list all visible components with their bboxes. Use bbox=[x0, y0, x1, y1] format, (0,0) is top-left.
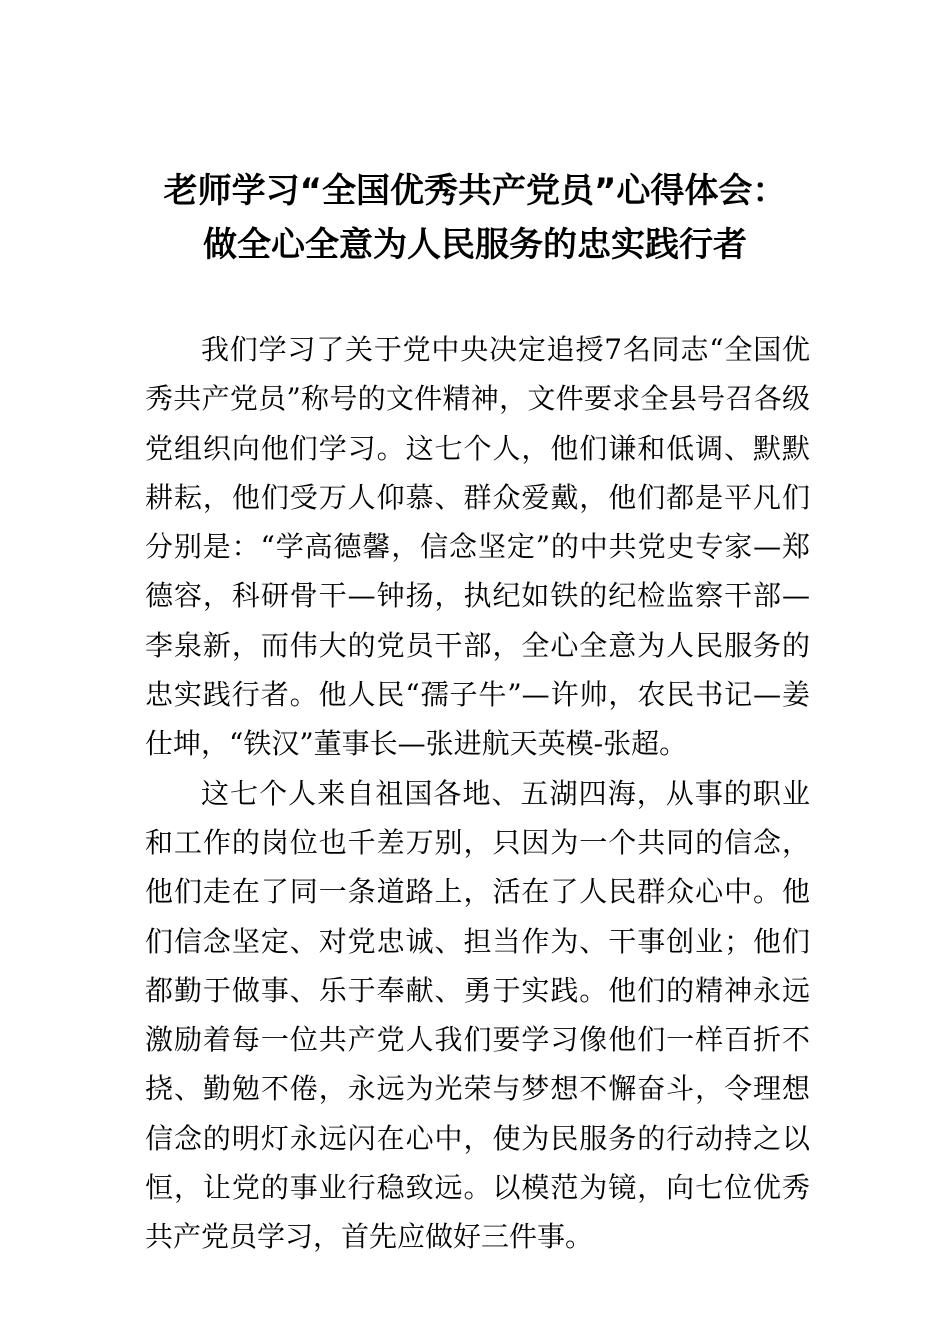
paragraph-2: 这七个人来自祖国各地、五湖四海，从事的职业和工作的岗位也千差万别，只因为一个共同的信念，他们走在了同一条道路上，活在了人民群众心中。他们信念坚定、对党忠诚、担当作为、干事创业；他们都勤于做事、乐于奉献、勇于实践。他们的精神永远激励着每一位共产党人我们要学习像他们一样百折不挠、勤勉不倦，永远为光荣与梦想不懈奋斗，令理想信念的明灯永远闪在心中，使为民服务的行动持之以恒，让党的事业行稳致远。以模范为镜，向七位优秀共产党员学习，首先应做好三件事。 bbox=[145, 776, 810, 1254]
document-title-line-1: 老师学习“全国优秀共产党员”心得体会： bbox=[163, 171, 787, 211]
document-body bbox=[145, 325, 810, 1262]
document-title-line-2: 做全心全意为人民服务的忠实践行者 bbox=[203, 225, 747, 265]
paragraph-1: 我们学习了关于党中央决定追授7名同志“全国优秀共产党员”称号的文件精神，文件要求全县号召各级党组织向他们学习。这七个人，他们谦和低调、默默耕耘，他们受万人仰慕、群众爱戴，他们都是平凡们分别是：“学高德馨，信念坚定”的中共党史专家—郑德容，科研骨干—钟扬，执纪如铁的纪检监察干部—李泉新，而伟大的党员干部，全心全意为人民服务的忠实践行者。他人民“孺子牛”—许帅，农民书记—姜仕坤，“铁汉”董事长—张进航天英模-张超。 bbox=[145, 333, 810, 761]
